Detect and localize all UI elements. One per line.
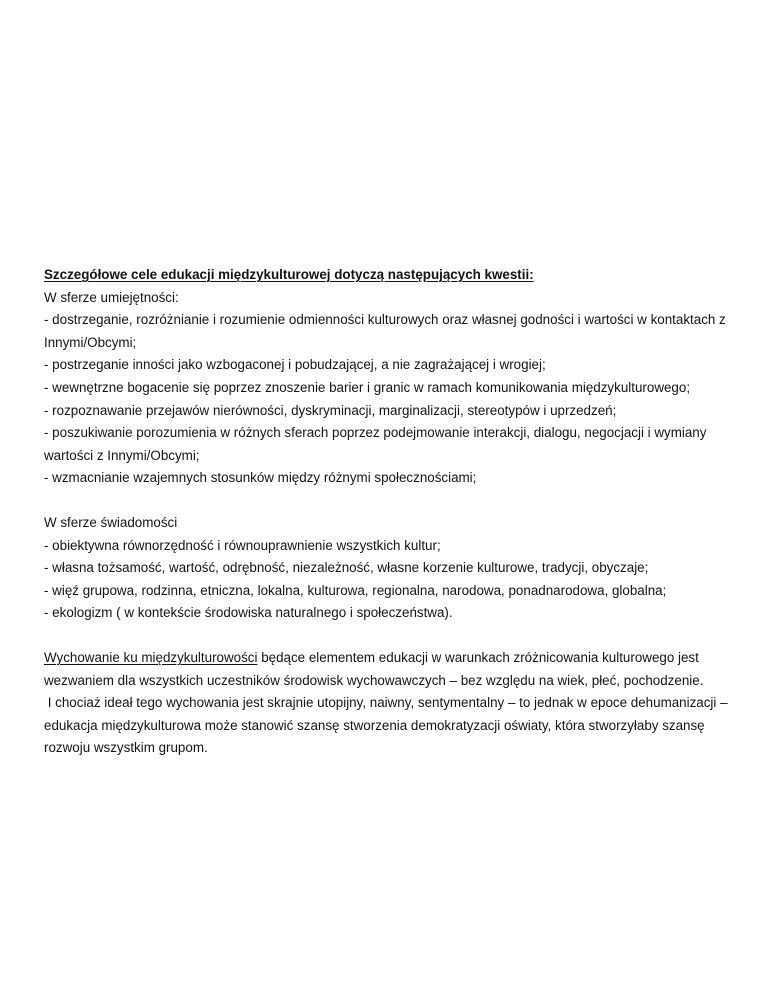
- list-item: - poszukiwanie porozumienia w różnych sferach poprzez podejmowanie interakcji, dialogu, negocjacji i wymiany: [44, 425, 707, 441]
- closing-paragraph-line: [44, 647, 744, 670]
- list-item: - wzmacnianie wzajemnych stosunków między różnymi społecznościami;: [44, 470, 477, 486]
- closing-paragraph-line: rozwoju wszystkim grupom.: [44, 740, 208, 756]
- section-title-awareness: W sferze świadomości: [44, 514, 178, 530]
- paragraph-gap: [44, 490, 744, 512]
- paragraph-gap: [44, 625, 744, 647]
- list-item: - obiektywna równorzędność i równouprawnienie wszystkich kultur;: [44, 537, 441, 553]
- list-item: - więź grupowa, rodzinna, etniczna, lokalna, kulturowa, regionalna, narodowa, ponadnarodowa, globalna;: [44, 582, 667, 598]
- document-body: [44, 264, 744, 760]
- list-item-continuation: Innymi/Obcymi;: [44, 334, 137, 350]
- closing-paragraph-line: wezwaniem dla wszystkich uczestników środowisk wychowawczych – bez względu na wiek, płeć, pochodzenie.: [44, 672, 704, 688]
- document-heading: Szczegółowe cele edukacji międzykulturowej dotyczą następujących kwestii:: [44, 267, 534, 282]
- list-item: - własna tożsamość, wartość, odrębność, niezależność, własne korzenie kulturowe, tradycji, obyczaje;: [44, 560, 649, 576]
- list-item: - rozpoznawanie przejawów nierówności, dyskryminacji, marginalizacji, stereotypów i uprzedzeń;: [44, 402, 617, 418]
- paragraph-text: będące elementem edukacji w warunkach zróżnicowania kulturowego jest: [257, 649, 699, 665]
- closing-paragraph-line: edukacja międzykulturowa może stanowić szansę stworzenia demokratyzacji oświaty, która stworzyłaby szansę: [44, 717, 705, 733]
- list-item: - dostrzeganie, rozróżnianie i rozumienie odmienności kulturowych oraz własnej godności i wartości w kontaktach z: [44, 312, 726, 328]
- list-item-continuation: wartości z Innymi/Obcymi;: [44, 447, 200, 463]
- list-item: - wewnętrzne bogacenie się poprzez znoszenie barier i granic w ramach komunikowania międzykulturowego;: [44, 379, 691, 395]
- list-item: - ekologizm ( w kontekście środowiska naturalnego i społeczeństwa).: [44, 605, 453, 621]
- section-title-skills: W sferze umiejętności:: [44, 289, 179, 305]
- underlined-term: Wychowanie ku międzykulturowości: [44, 649, 258, 665]
- closing-paragraph-line: I chociaż ideał tego wychowania jest skrajnie utopijny, naiwny, sentymentalny – to jednak w epoce dehumanizacji –: [44, 695, 728, 711]
- list-item: - postrzeganie inności jako wzbogaconej i pobudzającej, a nie zagrażającej i wrogiej;: [44, 357, 546, 373]
